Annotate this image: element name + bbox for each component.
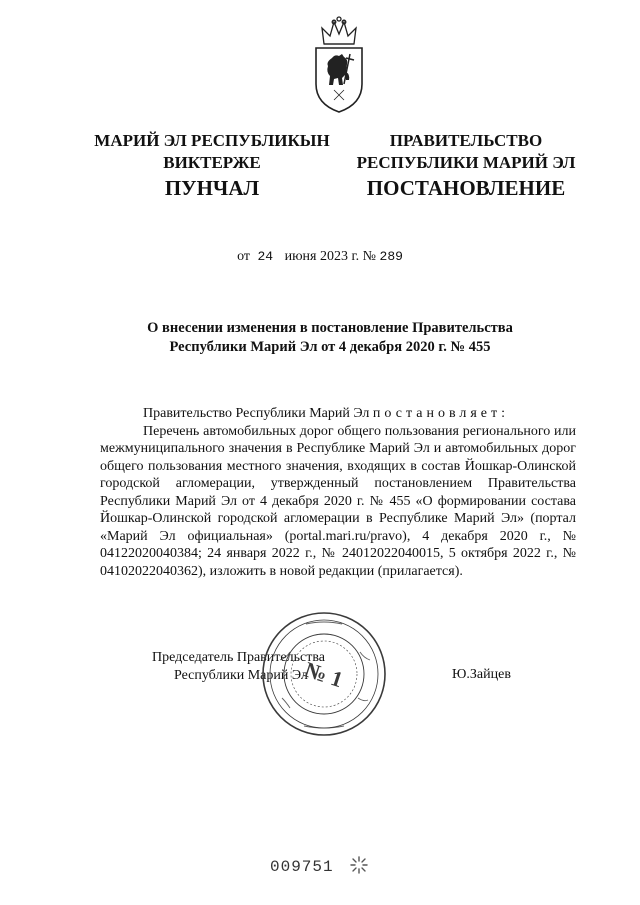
date-month-year: июня 2023 г. № xyxy=(284,249,377,264)
header-right xyxy=(356,130,576,174)
header-left-line2: ВИКТЕРЖЕ xyxy=(163,153,261,172)
body-intro-decree: постановляет: xyxy=(372,406,510,421)
signature-role-line1: Председатель Правительства xyxy=(152,650,325,665)
document-body xyxy=(100,405,576,580)
document-number: 289 xyxy=(379,249,403,264)
doc-type-russian: ПОСТАНОВЛЕНИЕ xyxy=(366,176,566,200)
doc-type-mari: ПУНЧАЛ xyxy=(164,176,260,200)
header-left xyxy=(92,130,332,174)
body-paragraph: Перечень автомобильных дорог общего пользования регионального или межмуниципального значения в Республике Марий Эл и автомобильных дорог общего пользования местного значения, входящих в состав Йошкар-Олинской городской агломерации, утвержденный постановлением Правительства Республики Марий Эл от 4 декабря 2020 г. № 455 «О формировании состава Йошкар-Олинской городской агломерации в Республике Марий Эл» (портал «Марий Эл официальная» (portal.mari.ru/pravo), 4 декабря 2020 г., № 04122020040384; 24 января 2022 г., № 24012022040015, 5 октября 2022 г., № 04102022040362), изложить в новой редакции (прилагается). xyxy=(100,423,576,579)
document-subject xyxy=(100,319,560,357)
body-intro-text: Правительство Республики Марий Эл xyxy=(143,406,370,421)
stamp-number: № 1 xyxy=(301,656,347,693)
official-stamp xyxy=(260,610,388,738)
date-day: 24 xyxy=(257,249,274,264)
date-from-label: от xyxy=(237,249,250,264)
signature-role-line2: Республики Марий Эл xyxy=(174,668,308,683)
signatory-name: Ю.Зайцев xyxy=(452,667,511,682)
header-right-line2: РЕСПУБЛИКИ МАРИЙ ЭЛ xyxy=(356,153,576,172)
subject-line2: Республики Марий Эл от 4 декабря 2020 г. № 455 xyxy=(169,339,491,355)
asterisk-mark-icon xyxy=(348,854,370,876)
body-intro xyxy=(100,405,576,423)
date-line xyxy=(0,249,640,265)
form-serial-number: 009751 xyxy=(270,858,334,876)
header-right-line1: ПРАВИТЕЛЬСТВО xyxy=(389,131,543,150)
subject-line1: О внесении изменения в постановление Правительства xyxy=(147,320,513,336)
header-left-line1: МАРИЙ ЭЛ РЕСПУБЛИКЫН xyxy=(94,131,330,150)
coat-of-arms-emblem xyxy=(304,14,374,114)
